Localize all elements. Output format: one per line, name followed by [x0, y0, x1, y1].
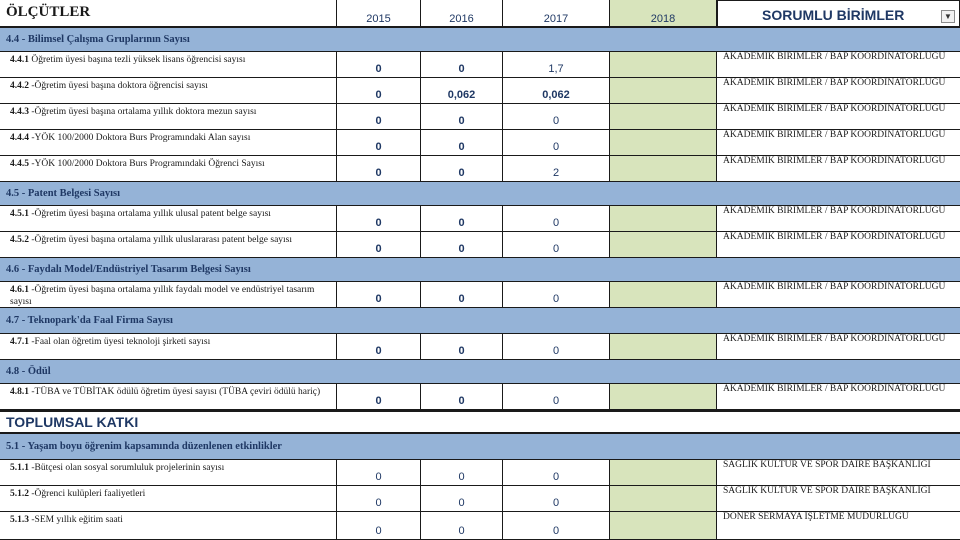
responsible-unit[interactable]: AKADEMİK BİRİMLER / BAP KOORDİNATÖRLÜĞÜ	[717, 384, 960, 410]
responsible-unit[interactable]: AKADEMİK BİRİMLER / BAP KOORDİNATÖRLÜĞÜ	[717, 334, 960, 360]
value-2015[interactable]: 0	[337, 156, 421, 182]
value-2016[interactable]: 0	[421, 282, 503, 308]
responsible-unit[interactable]: AKADEMİK BİRİMLER / BAP KOORDİNATÖRLÜĞÜ	[717, 282, 960, 308]
table-row	[0, 156, 960, 182]
criteria-label: -Faal olan öğretim üyesi teknoloji şirketi sayısı	[31, 337, 211, 347]
table-row	[0, 104, 960, 130]
value-2015[interactable]: 0	[337, 78, 421, 104]
criteria-label: -Öğrenci kulüpleri faaliyetleri	[31, 489, 146, 499]
value-2016[interactable]: 0	[421, 104, 503, 130]
criteria-label: -Öğretim üyesi başına ortalama yıllık uluslararası patent belge sayısı	[31, 235, 293, 245]
criteria-cell[interactable]	[0, 334, 337, 360]
value-2015[interactable]: 0	[337, 232, 421, 258]
criteria-code: 4.4.4	[10, 133, 29, 143]
value-2016[interactable]: 0	[421, 130, 503, 156]
value-2015[interactable]: 0	[337, 52, 421, 78]
criteria-code: 4.5.2	[10, 235, 29, 245]
value-2017[interactable]: 0	[503, 130, 610, 156]
value-2016[interactable]: 0	[421, 334, 503, 360]
value-2017[interactable]: 0	[503, 104, 610, 130]
table-row	[0, 206, 960, 232]
value-2017[interactable]: 2	[503, 156, 610, 182]
responsible-unit[interactable]: AKADEMİK BİRİMLER / BAP KOORDİNATÖRLÜĞÜ	[717, 232, 960, 258]
criteria-label: -Öğretim üyesi başına ortalama yıllık faydalı model ve endüstriyel tasarım sayısı	[10, 285, 315, 307]
criteria-cell[interactable]	[0, 384, 337, 410]
table-row	[0, 486, 960, 512]
value-2017[interactable]: 0	[503, 232, 610, 258]
table-row	[0, 52, 960, 78]
category-header[interactable]: TOPLUMSAL KATKI	[0, 410, 960, 434]
criteria-code: 4.4.2	[10, 81, 29, 91]
value-2018[interactable]	[610, 78, 717, 104]
value-2016[interactable]: 0	[421, 384, 503, 410]
value-2015[interactable]: 0	[337, 282, 421, 308]
responsible-unit[interactable]: DÖNER SERMAYA İŞLETME MÜDÜRLÜĞÜ	[717, 512, 960, 540]
value-2016[interactable]: 0	[421, 232, 503, 258]
table-row	[0, 460, 960, 486]
criteria-label: -Öğretim üyesi başına ortalama yıllık ulusal patent belge sayısı	[31, 209, 271, 219]
value-2015[interactable]: 0	[337, 334, 421, 360]
responsible-unit[interactable]: AKADEMİK BİRİMLER / BAP KOORDİNATÖRLÜĞÜ	[717, 206, 960, 232]
criteria-label: -YÖK 100/2000 Doktora Burs Programındaki Alan sayısı	[31, 133, 251, 143]
value-2018[interactable]	[610, 486, 717, 512]
value-2017[interactable]: 0	[503, 334, 610, 360]
criteria-cell[interactable]	[0, 78, 337, 104]
section-header[interactable]: 4.6 - Faydalı Model/Endüstriyel Tasarım Belgesi Sayısı	[0, 258, 960, 282]
value-2018[interactable]	[610, 460, 717, 486]
criteria-code: 4.8.1	[10, 387, 29, 397]
responsible-unit[interactable]: AKADEMİK BİRİMLER / BAP KOORDİNATÖRLÜĞÜ	[717, 104, 960, 130]
value-2018[interactable]	[610, 512, 717, 540]
criteria-code: 5.1.1	[10, 463, 29, 473]
value-2018[interactable]	[610, 130, 717, 156]
table-row	[0, 334, 960, 360]
value-2018[interactable]	[610, 104, 717, 130]
value-2017[interactable]: 0	[503, 460, 610, 486]
dropdown-arrow-icon[interactable]: ▼	[941, 10, 955, 23]
year-header-2017[interactable]: 2017	[503, 0, 610, 27]
value-2018[interactable]	[610, 334, 717, 360]
value-2017[interactable]: 1,7	[503, 52, 610, 78]
criteria-cell[interactable]	[0, 232, 337, 258]
criteria-code: 4.4.1	[10, 55, 29, 65]
year-header-2018[interactable]: 2018	[610, 0, 717, 27]
criteria-cell[interactable]	[0, 460, 337, 486]
value-2018[interactable]	[610, 232, 717, 258]
responsible-unit[interactable]: AKADEMİK BİRİMLER / BAP KOORDİNATÖRLÜĞÜ	[717, 130, 960, 156]
criteria-cell[interactable]	[0, 206, 337, 232]
table-row	[0, 282, 960, 308]
value-2017[interactable]: 0	[503, 512, 610, 540]
value-2015[interactable]: 0	[337, 104, 421, 130]
criteria-code: 4.4.3	[10, 107, 29, 117]
value-2015[interactable]: 0	[337, 130, 421, 156]
criteria-code: 4.5.1	[10, 209, 29, 219]
value-2017[interactable]: 0,062	[503, 78, 610, 104]
criteria-label: -Öğretim üyesi başına doktora öğrencisi sayısı	[31, 81, 208, 91]
value-2015[interactable]: 0	[337, 384, 421, 410]
section-header[interactable]: 4.7 - Teknopark'da Faal Firma Sayısı	[0, 308, 960, 334]
criteria-code: 5.1.2	[10, 489, 29, 499]
value-2015[interactable]: 0	[337, 460, 421, 486]
value-2018[interactable]	[610, 282, 717, 308]
table-row	[0, 130, 960, 156]
table-row	[0, 78, 960, 104]
responsible-unit[interactable]: SAĞLIK KÜLTÜR VE SPOR DAİRE BAŞKANLIĞI	[717, 486, 960, 512]
criteria-cell[interactable]	[0, 52, 337, 78]
year-header-2016[interactable]: 2016	[421, 0, 503, 27]
criteria-label: -Bütçesi olan sosyal sorumluluk projelerinin sayısı	[31, 463, 225, 473]
value-2015[interactable]: 0	[337, 512, 421, 540]
criteria-label: -TÜBA ve TÜBİTAK ödülü öğretim üyesi sayısı (TÜBA çeviri ödülü hariç)	[31, 387, 321, 397]
section-header[interactable]: 4.4 - Bilimsel Çalışma Gruplarının Sayısı	[0, 28, 960, 52]
responsible-units-label: SORUMLU BİRİMLER	[762, 7, 905, 23]
value-2015[interactable]: 0	[337, 206, 421, 232]
value-2015[interactable]: 0	[337, 486, 421, 512]
criteria-header[interactable]: ÖLÇÜTLER	[0, 0, 337, 27]
responsible-units-header[interactable]	[717, 0, 960, 27]
year-header-2015[interactable]: 2015	[337, 0, 421, 27]
value-2016[interactable]: 0	[421, 52, 503, 78]
value-2017[interactable]: 0	[503, 384, 610, 410]
header-row	[0, 0, 960, 28]
value-2017[interactable]: 0	[503, 282, 610, 308]
criteria-cell[interactable]	[0, 512, 337, 540]
criteria-cell[interactable]	[0, 104, 337, 130]
criteria-cell[interactable]	[0, 156, 337, 182]
table-row	[0, 232, 960, 258]
criteria-code: 4.7.1	[10, 337, 29, 347]
table-row	[0, 384, 960, 410]
criteria-label: -YÖK 100/2000 Doktora Burs Programındaki Öğrenci Sayısı	[31, 159, 265, 169]
criteria-code: 4.4.5	[10, 159, 29, 169]
value-2016[interactable]: 0,062	[421, 78, 503, 104]
value-2016[interactable]: 0	[421, 512, 503, 540]
section-header[interactable]: 4.5 - Patent Belgesi Sayısı	[0, 182, 960, 206]
value-2017[interactable]: 0	[503, 206, 610, 232]
criteria-label: -Öğretim üyesi başına ortalama yıllık doktora mezun sayısı	[31, 107, 257, 117]
value-2018[interactable]	[610, 384, 717, 410]
responsible-unit[interactable]: AKADEMİK BİRİMLER / BAP KOORDİNATÖRLÜĞÜ	[717, 78, 960, 104]
responsible-unit[interactable]: SAĞLIK KÜLTÜR VE SPOR DAİRE BAŞKANLIĞI	[717, 460, 960, 486]
criteria-cell[interactable]	[0, 282, 337, 308]
criteria-label: Öğretim üyesi başına tezli yüksek lisans öğrencisi sayısı	[31, 55, 246, 65]
criteria-cell[interactable]	[0, 130, 337, 156]
value-2016[interactable]: 0	[421, 486, 503, 512]
section-header[interactable]: 5.1 - Yaşam boyu öğrenim kapsamında düzenlenen etkinlikler	[0, 434, 960, 460]
value-2018[interactable]	[610, 156, 717, 182]
value-2018[interactable]	[610, 206, 717, 232]
section-header[interactable]: 4.8 - Ödül	[0, 360, 960, 384]
criteria-cell[interactable]	[0, 486, 337, 512]
criteria-code: 4.6.1	[10, 285, 29, 295]
responsible-unit[interactable]: AKADEMİK BİRİMLER / BAP KOORDİNATÖRLÜĞÜ	[717, 156, 960, 182]
criteria-label: -SEM yıllık eğitim saati	[31, 515, 123, 525]
criteria-code: 5.1.3	[10, 515, 29, 525]
responsible-unit[interactable]: AKADEMİK BİRİMLER / BAP KOORDİNATÖRLÜĞÜ	[717, 52, 960, 78]
value-2017[interactable]: 0	[503, 486, 610, 512]
table-row	[0, 512, 960, 540]
value-2016[interactable]: 0	[421, 460, 503, 486]
value-2016[interactable]: 0	[421, 206, 503, 232]
value-2016[interactable]: 0	[421, 156, 503, 182]
value-2018[interactable]	[610, 52, 717, 78]
